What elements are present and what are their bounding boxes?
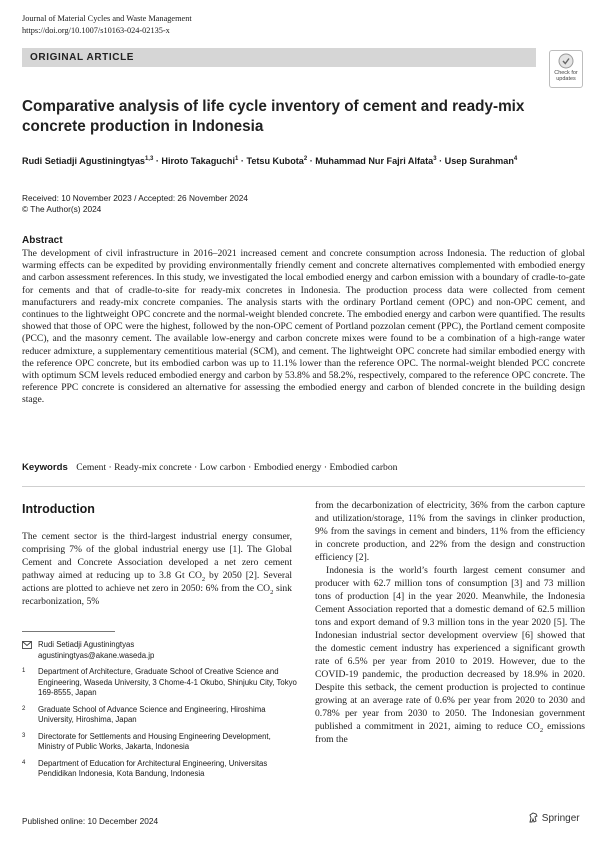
introduction-heading: Introduction — [22, 502, 95, 516]
abstract-text: The development of civil infrastructure in 2016–2021 increased cement and concrete consumption across Indonesia. The reduction of global warming effects can be expedited by providing environmentally friendly cement and concrete alternatives complemented with embodied energy and carbon assessment references. In this study, we investigated the local embodied energy and carbon emission with a boundary of cradle-to-gate for cements and that of cradle-to-site for ready-mix concretes in Indonesia. The production process data were collected from cement manufacturers and ready-mix concrete companies. The analysis starts with the ordinary Portland cement (OPC) and non-OPC cement, and continues to the lightweight OPC concrete and the normal-weight blended concrete. The embodied energy and carbon were quantified. The results showed that those of OPC were the highest, followed by the non-OPC cement of Portland pozzolan cement (PPC), the Portland cement composite (PCC), and the masonry cement. The available low-energy and carbon concrete mixes were found to be a combination of a high-range water reducer admixture, a supplementary cementitious material (SCM), and cement. The lightweight OPC concrete had similar embodied energy with the reference OPC concrete, but its embodied carbon was up to 11.1% lower than the reference OPC. The normal-weight blended PCC concrete with optimum SCM levels reduced embodied energy and carbon by 53.8% and 58.2%, respectively, compared to the reference OPC concrete. The reference PPC concrete is considered an alternative for assessing the embodied energy and carbon of blended concrete in the building design stage. — [22, 248, 585, 406]
subscript: 2 — [201, 575, 206, 583]
keyword: Low carbon — [199, 462, 246, 473]
publisher-name: Springer — [541, 813, 580, 824]
article-dates — [22, 193, 248, 215]
intro-text: The cement sector is the third-largest industrial energy consumer, comprising 7% of the global industrial energy use [1]. The Global Cement and Concrete Association developed a net zero cement pathway aimed at reducing up to 3.8 Gt CO — [22, 531, 292, 581]
corresponding-author — [22, 640, 297, 661]
author-affiliation: 4 — [513, 156, 518, 162]
journal-name: Journal of Material Cycles and Waste Management — [22, 14, 192, 23]
keyword: Embodied carbon — [329, 462, 398, 473]
crossmark-icon — [558, 53, 574, 70]
author-name[interactable]: Hiroto Takaguchi — [161, 156, 235, 167]
footnotes — [22, 640, 297, 786]
keyword: Embodied energy — [253, 462, 322, 473]
introduction-right-column — [315, 499, 585, 746]
affiliation-number: 3 — [22, 732, 26, 739]
affiliation-number: 2 — [22, 705, 26, 712]
author-name[interactable]: Muhammad Nur Fajri Alfata — [315, 156, 434, 167]
article-title: Comparative analysis of life cycle inventory of cement and ready-mix concrete production in Indonesia — [22, 98, 525, 135]
affiliation-number: 4 — [22, 759, 26, 766]
intro-text: by 2050 [2]. Several actions are plotted to achieve net zero in 2050: 6% from the CO — [22, 570, 292, 594]
affiliation — [22, 732, 297, 753]
envelope-icon — [22, 641, 32, 649]
author-list: Rudi Setiadji Agustiningtyas$^{1,3}$ · Hiroto Takaguchi$^1$ · Tetsu Kubota$^2$ · Muhammad Nur Fajri Alfata$^3$ · Usep Surahman$^4$ — [22, 156, 518, 167]
footnote-divider — [22, 631, 115, 632]
introduction-left-column — [22, 530, 292, 608]
crossmark-line1: Check for — [554, 70, 578, 76]
keyword: Ready-mix concrete — [114, 462, 192, 473]
affiliation-text: Department of Education for Architectural Engineering, Universitas Pendidikan Indonesia, Kota Bandung, Indonesia — [38, 758, 268, 778]
springer-horse-icon — [528, 812, 539, 823]
intro-paragraph — [315, 564, 585, 746]
affiliation — [22, 705, 297, 726]
keywords-label: Keywords — [22, 462, 68, 473]
keywords: Keywords Cement · Ready-mix concrete · Low carbon · Embodied energy · Embodied carbon — [22, 462, 398, 473]
check-for-updates-badge[interactable] — [549, 50, 583, 88]
intro-paragraph: from the decarbonization of electricity, 36% from the carbon capture and utilization/storage, 11% from the savings in clinker production, 9% from the savings in cement and binders, 11% from the efficiency in concrete production, and 22% from the design and construction efficiency [2]. — [315, 500, 585, 563]
copyright: © The Author(s) 2024 — [22, 204, 102, 214]
author-name[interactable]: Tetsu Kubota — [246, 156, 304, 167]
affiliation — [22, 759, 297, 780]
received-accepted: Received: 10 November 2023 / Accepted: 26 November 2024 — [22, 193, 248, 203]
author-affiliation: 3 — [433, 156, 437, 162]
intro-text: emissions from the — [315, 721, 585, 745]
affiliation-text: Graduate School of Advance Science and Engineering, Hiroshima University, Hiroshima, Japan — [38, 704, 266, 724]
journal-header — [22, 13, 192, 37]
author-affiliation: 1,3 — [144, 156, 154, 162]
abstract-heading: Abstract — [22, 235, 63, 246]
subscript: 2 — [539, 726, 544, 734]
affiliation — [22, 667, 297, 699]
corresponding-name: Rudi Setiadji Agustiningtyas — [38, 640, 135, 649]
author-affiliation: 2 — [303, 156, 308, 162]
subscript: 2 — [270, 588, 274, 596]
crossmark-line2: updates — [556, 76, 576, 82]
author-name[interactable]: Rudi Setiadji Agustiningtyas — [22, 156, 145, 167]
doi-link[interactable]: https://doi.org/10.1007/s10163-024-02135-x — [22, 26, 170, 35]
author-name[interactable]: Usep Surahman — [444, 156, 514, 167]
affiliation-number: 1 — [22, 668, 26, 674]
affiliation-text: Department of Architecture, Graduate School of Creative Science and Engineering, Waseda University, 3 Chome-4-1 Okubo, Shinjuku City, Tokyo 169-8555, Japan — [38, 667, 297, 697]
intro-text: Indonesia is the world’s fourth largest cement consumer and producer with 62.7 million tons of consumption [3] and 73 million tons of production [4] in the year 2020. Meanwhile, the Indonesia Cement Association reported that a domestic demand of 62.5 million tons and export demand of 9.3 million tons in the year 2020 [5]. The Indonesian industrial sector development overview [6] showed that the domestic cement industry has experienced a significant growth rate of 6.5% per year from 2010 to 2019. However, due to the COVID-19 pandemic, the production decreased by 18.9% in 2020. Despite this setback, the cement production is projected to continue growing at an average rate of 0.6% per year from 2020 to 2030 and 0.78% per year from 2030 to 2050. The Indonesian government published a commitment in 2021, aiming to reduce CO — [315, 565, 585, 732]
intro-text: sink recarbonization, 5% — [22, 583, 292, 607]
article-type-banner: ORIGINAL ARTICLE — [22, 48, 536, 67]
author-affiliation: 1 — [235, 156, 239, 162]
section-divider — [22, 486, 585, 487]
corresponding-email[interactable]: agustiningtyas@akane.waseda.jp — [38, 650, 155, 660]
published-date: Published online: 10 December 2024 — [22, 816, 159, 826]
affiliation-text: Directorate for Settlements and Housing Engineering Development, Ministry of Public Works, Jakarta, Indonesia — [38, 731, 271, 751]
publisher-logo — [528, 812, 580, 824]
keyword: Cement — [76, 462, 107, 473]
